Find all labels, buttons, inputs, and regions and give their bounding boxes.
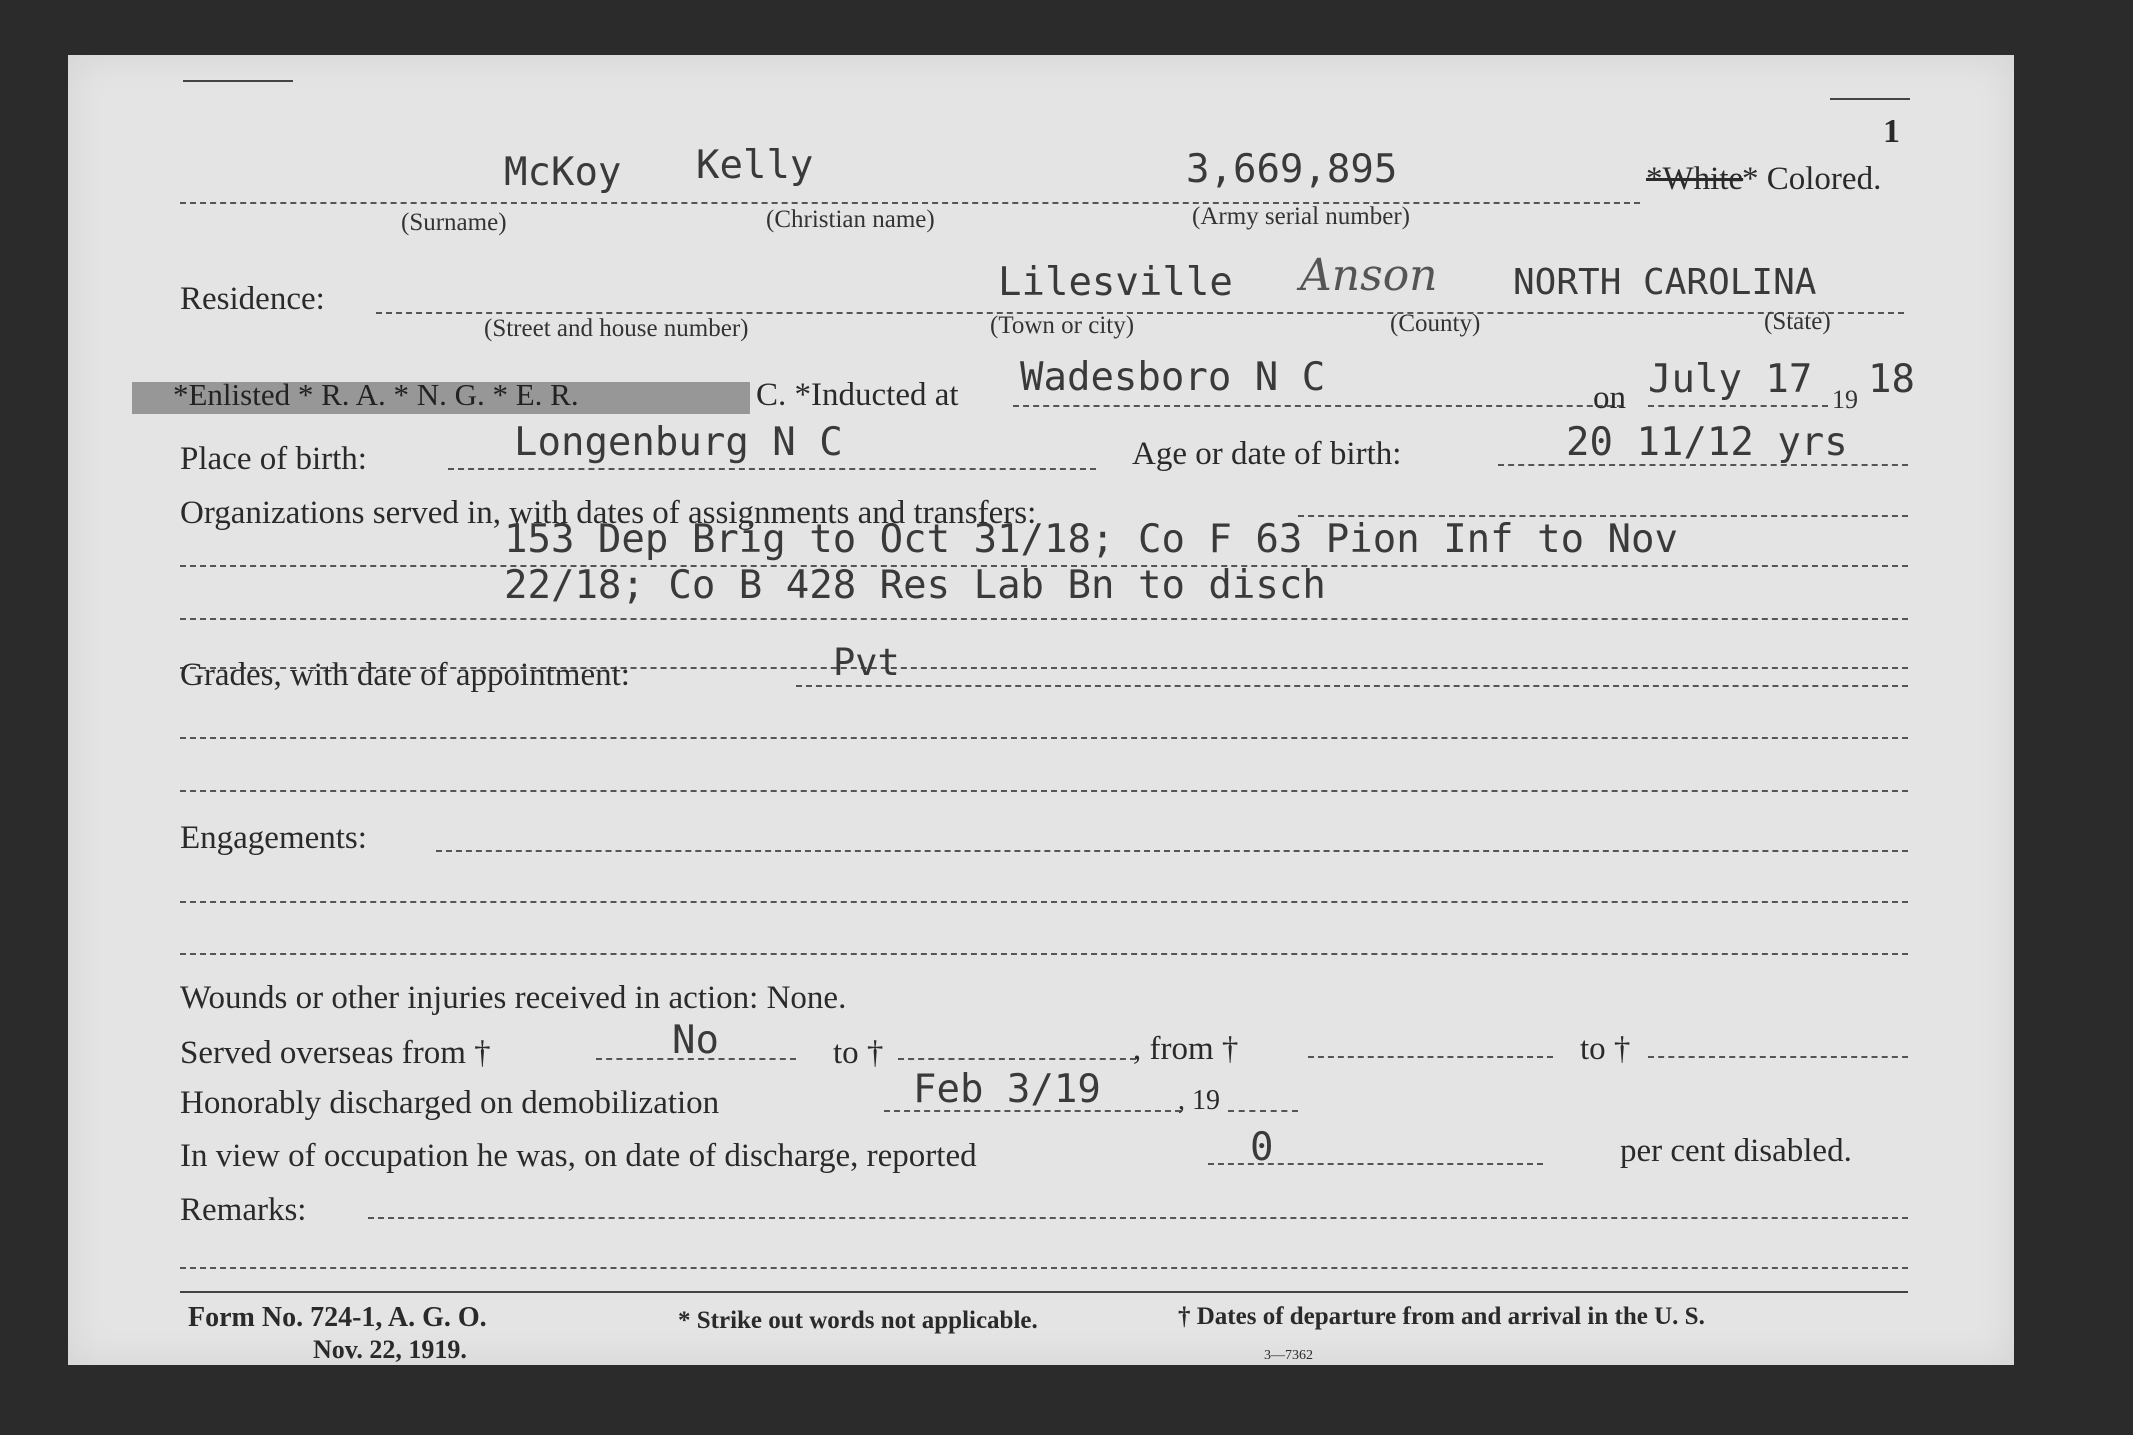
- organizations-line-1: 153 Dep Brig to Oct 31/18; Co F 63 Pion Inf to Nov: [504, 517, 1678, 562]
- form-number: Form No. 724-1, A. G. O.: [188, 1302, 487, 1333]
- christian-name-value: Kelly: [696, 143, 814, 188]
- remarks-line-2: [180, 1267, 1908, 1269]
- disability-line: [1208, 1163, 1543, 1165]
- organizations-rule-2: [180, 618, 1908, 620]
- induction-date-value: July 17: [1648, 357, 1813, 402]
- organizations-line-2: 22/18; Co B 428 Res Lab Bn to disch: [504, 563, 1326, 608]
- engagements-line-3: [180, 953, 1908, 955]
- induction-date-line: [1648, 405, 1828, 407]
- county-value: Anson: [1300, 250, 1438, 301]
- discharged-label: Honorably discharged on demobilization: [180, 1085, 720, 1121]
- top-left-rule: [183, 80, 293, 82]
- overseas-from-line-2: [1308, 1056, 1553, 1058]
- christian-name-caption: (Christian name): [766, 206, 935, 233]
- colored-label: * Colored.: [1742, 161, 1882, 197]
- engagements-line-2: [180, 901, 1908, 903]
- inducted-at-value: Wadesboro N C: [1020, 355, 1326, 400]
- serial-number-value: 3,669,895: [1186, 147, 1398, 192]
- grades-line-2: [180, 737, 1908, 739]
- discharged-value: Feb 3/19: [913, 1067, 1101, 1112]
- overseas-to-line: [898, 1058, 1136, 1060]
- surname-caption: (Surname): [401, 209, 507, 236]
- disability-suffix: per cent disabled.: [1620, 1133, 1852, 1169]
- inducted-line: [1013, 405, 1623, 407]
- grades-label: Grades, with date of appointment:: [180, 657, 630, 693]
- age-value: 20 11/12 yrs: [1566, 420, 1848, 465]
- disability-value: 0: [1250, 1125, 1274, 1170]
- discharged-year: , 19: [1178, 1085, 1220, 1116]
- discharged-year-line: [1228, 1110, 1298, 1112]
- overseas-to-label: to †: [833, 1035, 884, 1071]
- remarks-label: Remarks:: [180, 1192, 307, 1228]
- overseas-to-label-2: to †: [1580, 1031, 1631, 1067]
- disability-label: In view of occupation he was, on date of discharge, reported: [180, 1138, 977, 1174]
- remarks-line-1: [368, 1217, 1908, 1219]
- name-line: [180, 202, 1640, 204]
- inducted-label: C. *Inducted at: [756, 377, 959, 413]
- street-caption: (Street and house number): [484, 315, 749, 342]
- town-value: Lilesville: [998, 260, 1233, 305]
- card-number: 1: [1883, 113, 1900, 150]
- overseas-from-line: [596, 1058, 796, 1060]
- printer-code: 3—7362: [1264, 1348, 1313, 1363]
- service-record-card: [68, 55, 2014, 1365]
- dates-note: † Dates of departure from and arrival in the U. S.: [1178, 1303, 1705, 1330]
- engagements-label: Engagements:: [180, 820, 367, 856]
- footer-rule: [180, 1291, 1908, 1293]
- organizations-label: Organizations served in, with dates of assignments and transfers:: [180, 495, 1037, 531]
- age-line: [1498, 464, 1908, 466]
- grades-line-1: [796, 685, 1908, 687]
- state-value: NORTH CAROLINA: [1513, 262, 1817, 303]
- overseas-value: No: [672, 1018, 719, 1063]
- white-label: *White: [1646, 161, 1744, 197]
- induction-year-value: 18: [1868, 357, 1915, 402]
- overseas-to-line-2: [1648, 1056, 1908, 1058]
- grades-line-3: [180, 790, 1908, 792]
- residence-line: [376, 312, 1904, 314]
- birth-place-line: [448, 468, 1096, 470]
- surname-value: McKoy: [504, 150, 622, 195]
- birth-place-label: Place of birth:: [180, 441, 367, 477]
- residence-label: Residence:: [180, 281, 325, 317]
- age-label: Age or date of birth:: [1132, 436, 1402, 472]
- enlisted-label: *Enlisted * R. A. * N. G. * E. R.: [173, 377, 579, 412]
- engagements-line-1: [436, 850, 1908, 852]
- serial-caption: (Army serial number): [1192, 203, 1410, 230]
- grades-value: Pvt: [833, 641, 900, 684]
- overseas-from-label-2: , from †: [1133, 1031, 1239, 1067]
- top-right-rule: [1830, 98, 1910, 100]
- county-caption: (County): [1390, 310, 1481, 337]
- wounds-label: Wounds or other injuries received in action: None.: [180, 980, 847, 1016]
- town-caption: (Town or city): [990, 312, 1135, 339]
- overseas-from-label: Served overseas from †: [180, 1035, 491, 1071]
- discharged-line: [884, 1110, 1181, 1112]
- year-prefix: 19: [1832, 385, 1858, 414]
- strike-note: * Strike out words not applicable.: [678, 1307, 1038, 1334]
- state-caption: (State): [1764, 308, 1831, 335]
- birth-place-value: Longenburg N C: [514, 420, 843, 465]
- on-label: on: [1593, 380, 1626, 416]
- form-date: Nov. 22, 1919.: [313, 1335, 467, 1364]
